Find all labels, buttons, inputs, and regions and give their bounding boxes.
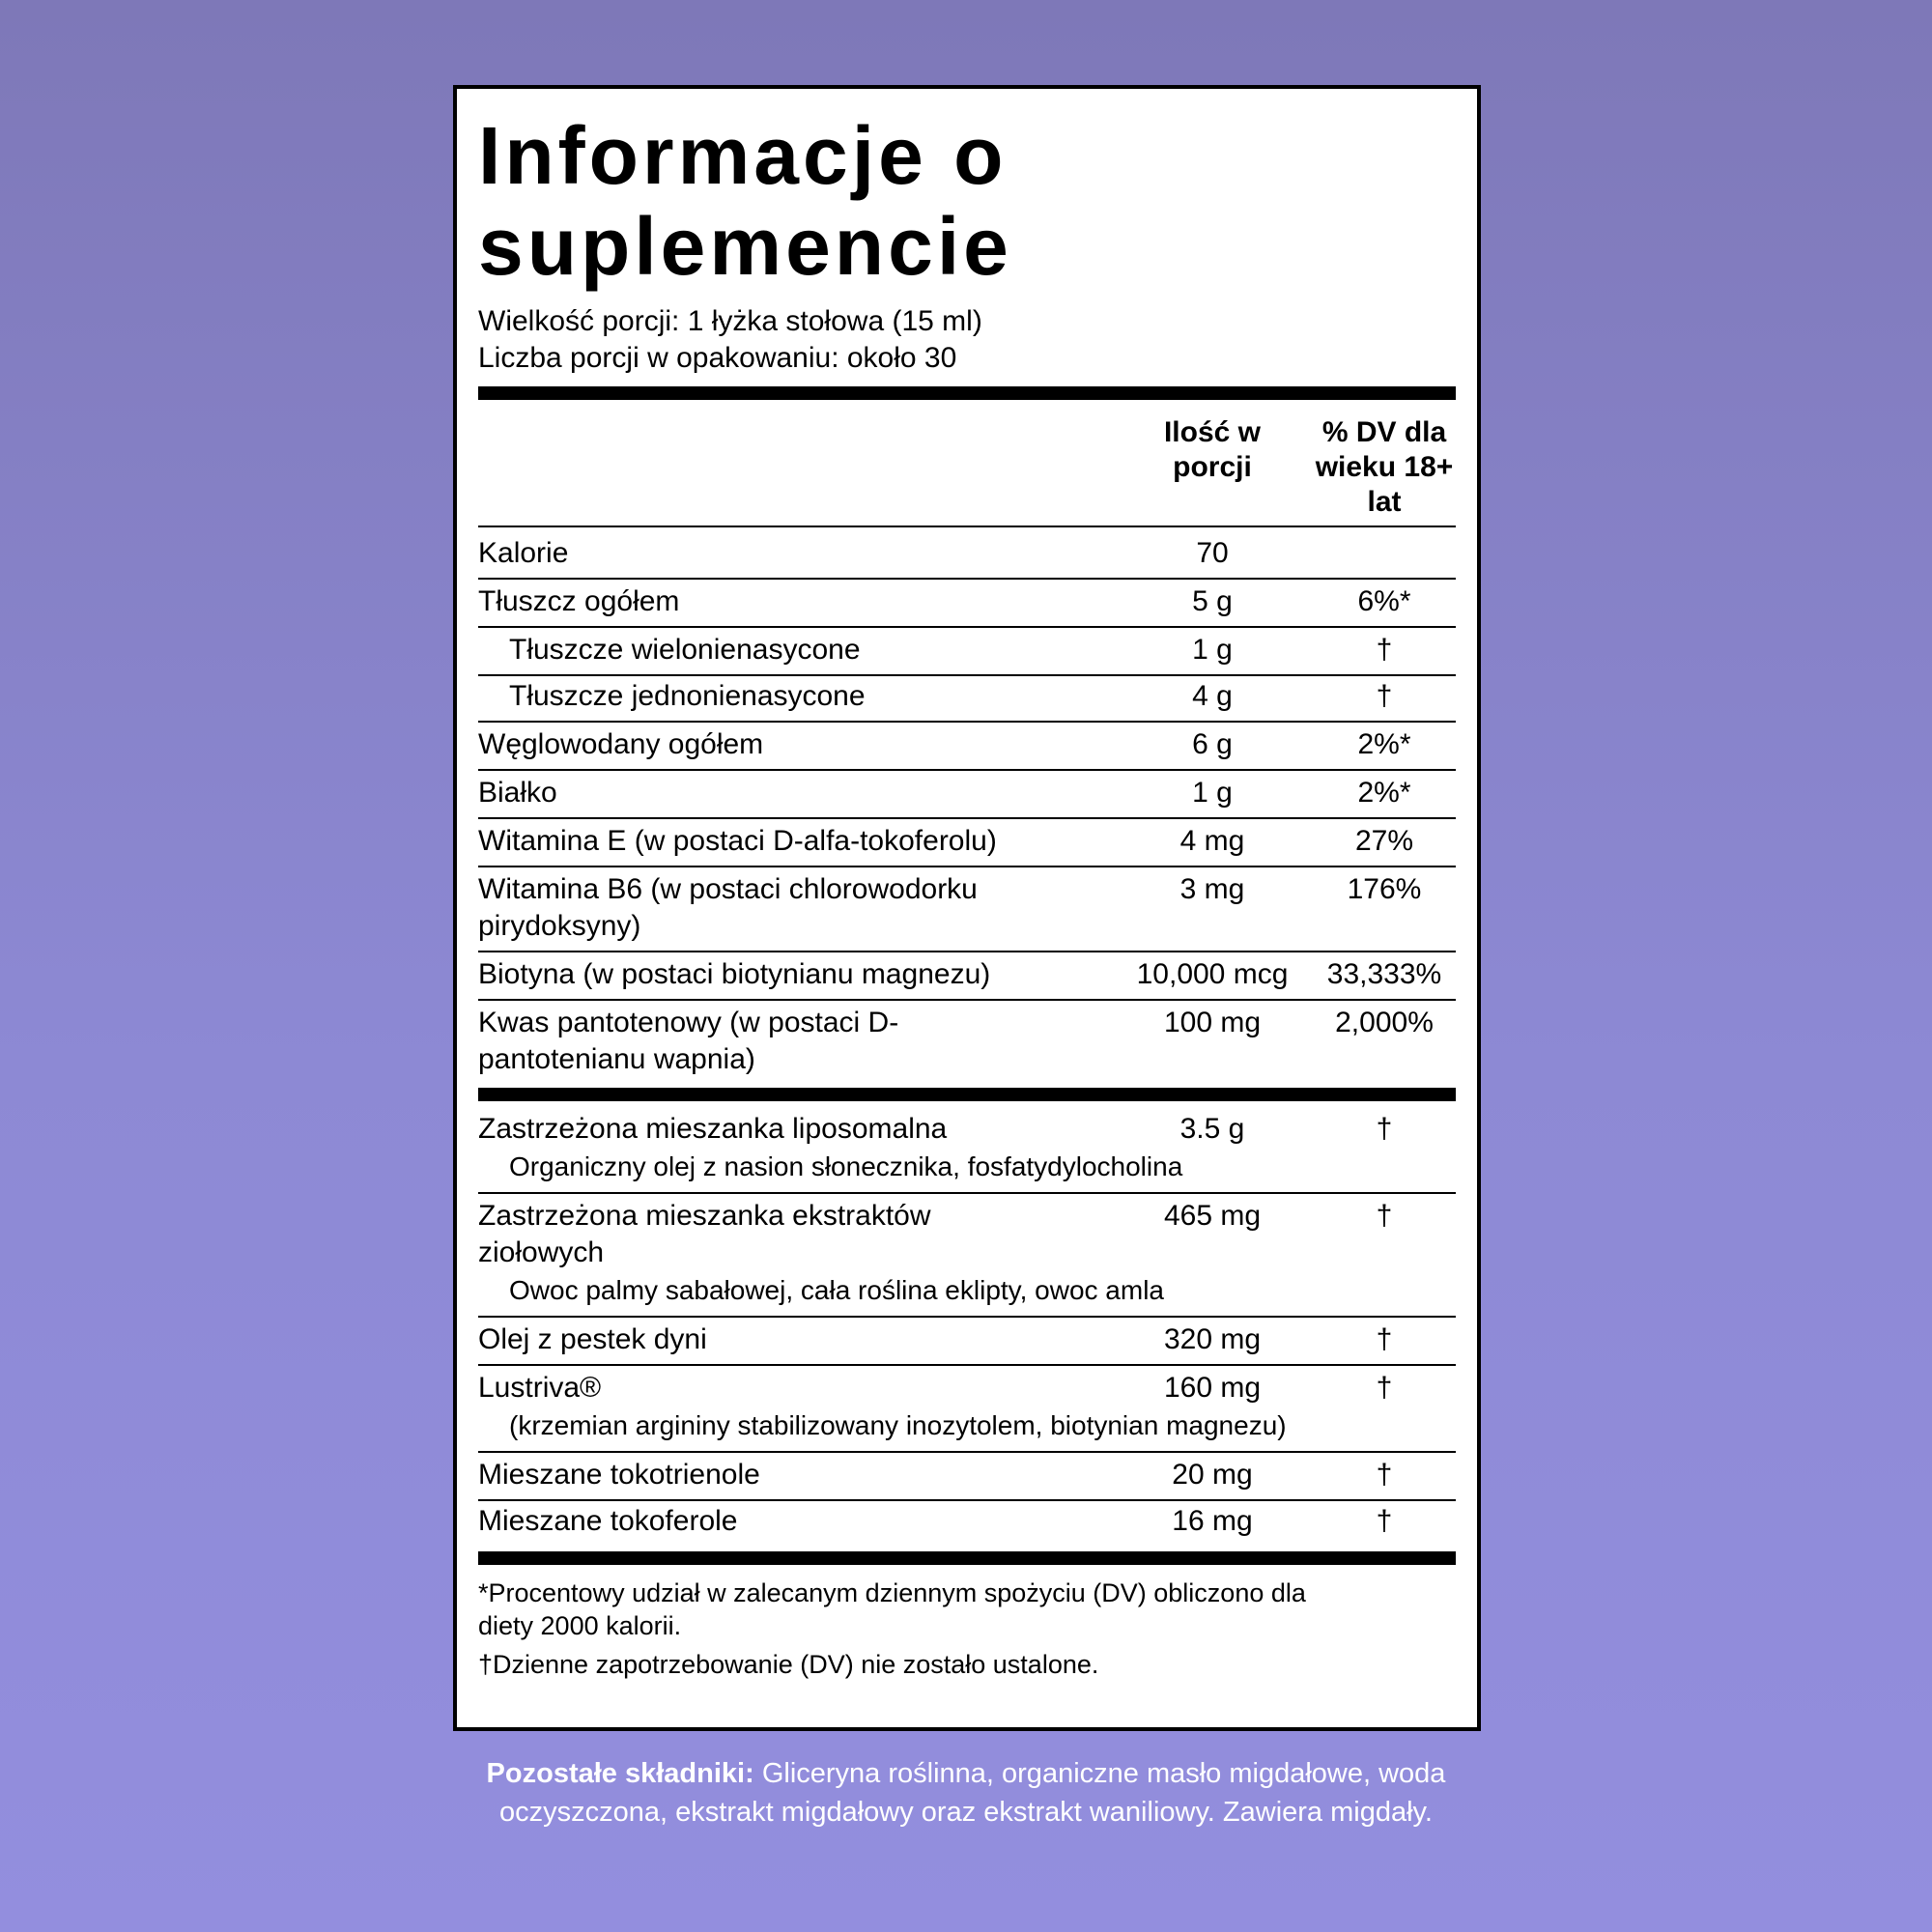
nutrient-name: Tłuszcz ogółem <box>478 585 680 617</box>
row-divider <box>478 1364 1456 1366</box>
blend-amount: 160 mg <box>1163 1372 1262 1404</box>
blend-name: Mieszane tokoferole <box>478 1505 738 1537</box>
nutrient-name: Tłuszcze wielonienasycone <box>509 634 861 666</box>
blend-ingredients: Organiczny olej z nasion słonecznika, fosfatydylocholina <box>509 1151 1183 1181</box>
nutrient-dv: 33,333% <box>1326 958 1442 990</box>
other-ingredients-text-1: Gliceryna roślinna, organiczne masło migdałowe, woda <box>761 1758 1446 1789</box>
nutrient-dv: 6%* <box>1357 585 1411 617</box>
nutrient-name-line-2: pantotenianu wapnia) <box>478 1043 755 1075</box>
nutrient-name-line-1: Witamina B6 (w postaci chlorowodorku <box>478 873 978 905</box>
nutrient-amount: 10,000 mcg <box>1136 958 1289 990</box>
row-divider <box>478 721 1456 723</box>
nutrient-amount: 3 mg <box>1179 873 1245 905</box>
row-divider <box>478 578 1456 580</box>
nutrient-name: Tłuszcze jednonienasycone <box>509 680 866 712</box>
amount-header-line-1: Ilość w <box>1163 416 1262 448</box>
nutrient-amount: 5 g <box>1192 585 1233 617</box>
dv-column-header <box>1305 415 1463 520</box>
nutrient-amount: 4 g <box>1192 680 1233 712</box>
row-divider <box>478 1192 1456 1194</box>
blend-dv: † <box>1376 1323 1393 1355</box>
blend-ingredients: Owoc palmy sabałowej, cała roślina eklipty, owoc amla <box>509 1275 1164 1305</box>
blend-name: Zastrzeżona mieszanka liposomalna <box>478 1113 948 1145</box>
blend-name: Mieszane tokotrienole <box>478 1459 760 1491</box>
blend-amount: 16 mg <box>1172 1505 1253 1537</box>
nutrient-amount: 1 g <box>1192 634 1233 666</box>
serving-info <box>478 303 982 377</box>
nutrient-amount: 4 mg <box>1179 825 1245 857</box>
dv-footnote-line-1: *Procentowy udział w zalecanym dziennym spożyciu (DV) obliczono dla <box>478 1578 1306 1607</box>
thick-divider <box>478 386 1456 400</box>
row-divider <box>478 1316 1456 1318</box>
thick-divider <box>478 1088 1456 1101</box>
blend-amount: 20 mg <box>1172 1459 1253 1491</box>
dv-header-line-1: % DV dla <box>1321 416 1447 448</box>
dv-header-line-2: wieku 18+ <box>1315 451 1454 483</box>
nutrient-name: Biotyna (w postaci biotynianu magnezu) <box>478 958 991 990</box>
nutrient-dv: † <box>1376 634 1393 666</box>
amount-column-header <box>1116 415 1309 485</box>
blend-dv: † <box>1376 1113 1393 1145</box>
row-divider <box>478 526 1456 527</box>
other-ingredients <box>425 1754 1507 1832</box>
nutrient-dv: 2%* <box>1357 777 1411 809</box>
servings-per-container: Liczba porcji w opakowaniu: około 30 <box>478 342 957 374</box>
other-ingredients-label: Pozostałe składniki: <box>486 1758 754 1789</box>
row-divider <box>478 1499 1456 1501</box>
row-divider <box>478 951 1456 952</box>
title-line-1: Informacje o <box>478 110 1008 201</box>
title-line-2: suplemencie <box>478 201 1012 292</box>
dv-footnote-line-2: diety 2000 kalorii. <box>478 1611 682 1640</box>
row-divider <box>478 817 1456 819</box>
nutrient-amount: 1 g <box>1192 777 1233 809</box>
nutrient-amount: 6 g <box>1192 728 1233 760</box>
nutrient-name: Kalorie <box>478 537 569 569</box>
nutrient-dv: 2,000% <box>1335 1007 1434 1038</box>
nutrient-amount: 100 mg <box>1163 1007 1262 1038</box>
blend-dv: † <box>1376 1459 1393 1491</box>
blend-amount: 465 mg <box>1163 1200 1262 1232</box>
row-divider <box>478 674 1456 676</box>
nutrient-name-line-1: Kwas pantotenowy (w postaci D- <box>478 1007 899 1038</box>
blend-name-line-2: ziołowych <box>478 1236 605 1268</box>
row-divider <box>478 866 1456 867</box>
panel-title <box>478 110 1012 292</box>
nutrient-dv: † <box>1376 680 1393 712</box>
serving-size: Wielkość porcji: 1 łyżka stołowa (15 ml) <box>478 305 982 337</box>
other-ingredients-line-1 <box>425 1754 1507 1793</box>
nutrient-name: Białko <box>478 777 557 809</box>
row-divider <box>478 769 1456 771</box>
supplement-facts-panel <box>453 85 1481 1731</box>
nutrient-name-line-2: pirydoksyny) <box>478 910 641 942</box>
blend-amount: 320 mg <box>1163 1323 1262 1355</box>
nutrient-name: Węglowodany ogółem <box>478 728 764 760</box>
blend-name: Olej z pestek dyni <box>478 1323 707 1355</box>
row-divider <box>478 999 1456 1001</box>
nutrient-dv: 27% <box>1354 825 1414 857</box>
nutrient-dv: 176% <box>1347 873 1422 905</box>
nutrient-amount: 70 <box>1196 537 1229 569</box>
blend-name-line-1: Zastrzeżona mieszanka ekstraktów <box>478 1200 931 1232</box>
row-divider <box>478 626 1456 628</box>
blend-dv: † <box>1376 1505 1393 1537</box>
blend-ingredients: (krzemian argininy stabilizowany inozytolem, biotynian magnezu) <box>509 1410 1287 1440</box>
other-ingredients-text-2: oczyszczona, ekstrakt migdałowy oraz ekstrakt waniliowy. Zawiera migdały. <box>499 1797 1433 1828</box>
blend-dv: † <box>1376 1200 1393 1232</box>
panel-content <box>478 89 1456 1727</box>
nutrient-name: Witamina E (w postaci D-alfa-tokoferolu) <box>478 825 997 857</box>
row-divider <box>478 1451 1456 1453</box>
nutrient-dv: 2%* <box>1357 728 1411 760</box>
blend-name: Lustriva® <box>478 1372 602 1404</box>
thick-divider <box>478 1551 1456 1565</box>
blend-dv: † <box>1376 1372 1393 1404</box>
dagger-footnote: †Dzienne zapotrzebowanie (DV) nie zostało ustalone. <box>478 1650 1099 1679</box>
dv-header-line-3: lat <box>1367 486 1402 518</box>
blend-amount: 3.5 g <box>1179 1113 1245 1145</box>
amount-header-line-2: porcji <box>1173 451 1252 483</box>
